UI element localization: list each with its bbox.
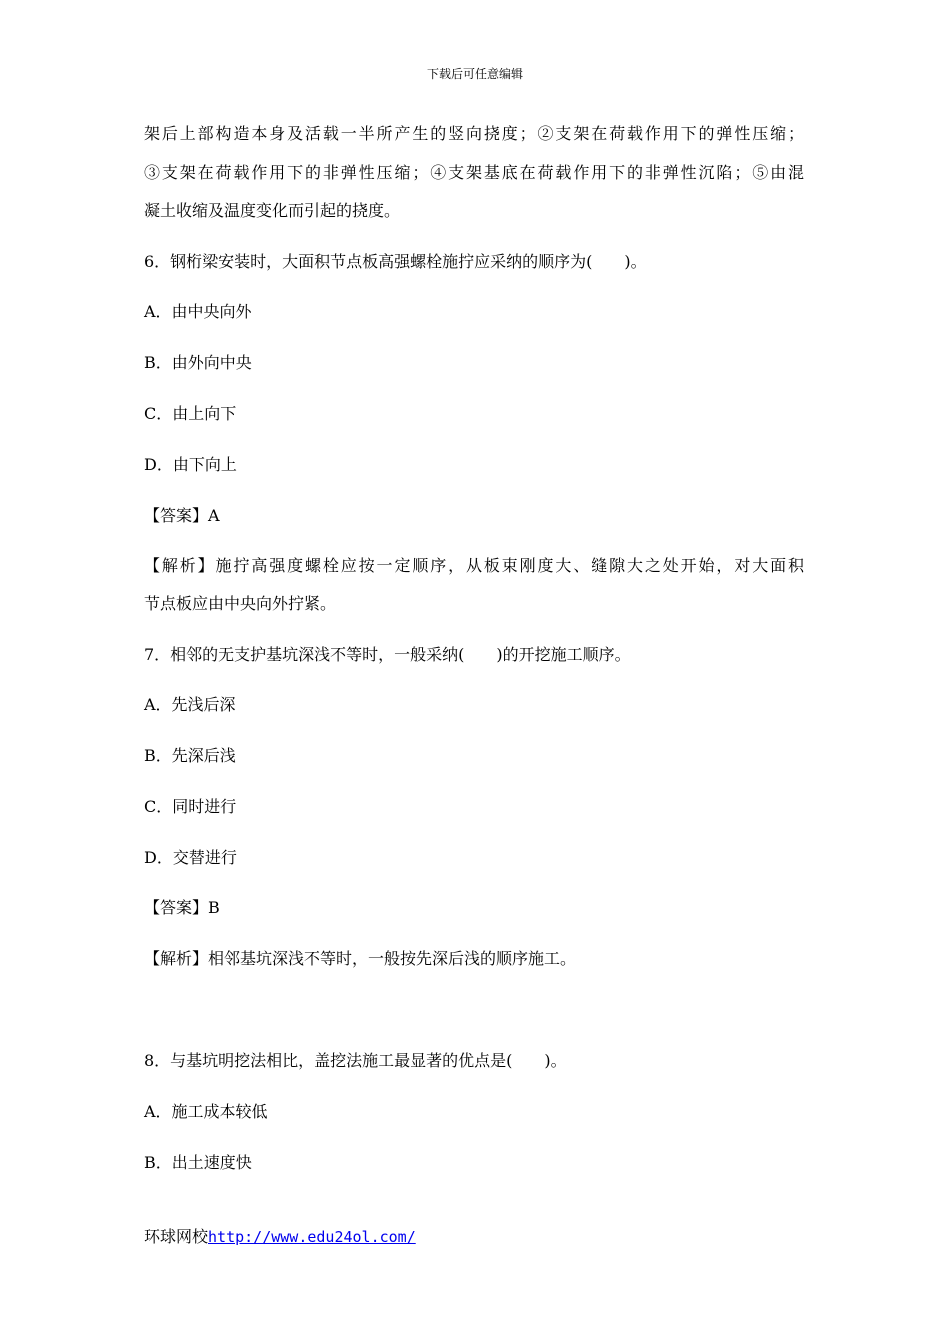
intro-line-3: 凝土收缩及温度变化而引起的挠度。 [144, 201, 401, 220]
page-footer [144, 1227, 416, 1247]
intro-line-2: ③支架在荷载作用下的非弹性压缩；④支架基底在荷载作用下的非弹性沉陷；⑤由混 [144, 163, 804, 182]
footer-label: 环球网校 [144, 1227, 209, 1246]
question-6-answer: 【答案】A [144, 506, 220, 525]
question-7-option-d: D．交替进行 [144, 848, 237, 867]
question-7-analysis: 【解析】相邻基坑深浅不等时，一般按先深后浅的顺序施工。 [144, 949, 577, 968]
question-6-analysis-line-2: 节点板应由中央向外拧紧。 [144, 594, 337, 613]
question-8-option-a: A．施工成本较低 [144, 1102, 268, 1121]
question-8: 8．与基坑明挖法相比，盖挖法施工最显著的优点是( )。 [144, 1051, 567, 1070]
question-6-analysis-line-1: 【解析】施拧高强度螺栓应按一定顺序，从板束刚度大、缝隙大之处开始，对大面积 [144, 556, 804, 575]
intro-line-1: 架后上部构造本身及活载一半所产生的竖向挠度；②支架在荷载作用下的弹性压缩； [144, 124, 804, 143]
question-6: 6．钢桁梁安装时，大面积节点板高强螺栓施拧应采纳的顺序为( )。 [144, 252, 647, 271]
page-header: 下载后可任意编辑 [426, 67, 523, 81]
question-6-option-d: D．由下向上 [144, 455, 237, 474]
question-7-answer: 【答案】B [144, 898, 220, 917]
question-8-option-b: B．出土速度快 [144, 1153, 252, 1172]
question-7-option-a: A．先浅后深 [144, 695, 236, 714]
question-7-option-b: B．先深后浅 [144, 746, 236, 765]
question-7: 7．相邻的无支护基坑深浅不等时，一般采纳( )的开挖施工顺序。 [144, 645, 631, 664]
question-7-option-c: C．同时进行 [144, 797, 237, 816]
question-6-option-c: C．由上向下 [144, 404, 237, 423]
footer-website-link[interactable]: http://www.edu24ol.com/ [208, 1228, 416, 1246]
question-6-option-b: B．由外向中央 [144, 353, 252, 372]
question-6-option-a: A．由中央向外 [144, 302, 252, 321]
